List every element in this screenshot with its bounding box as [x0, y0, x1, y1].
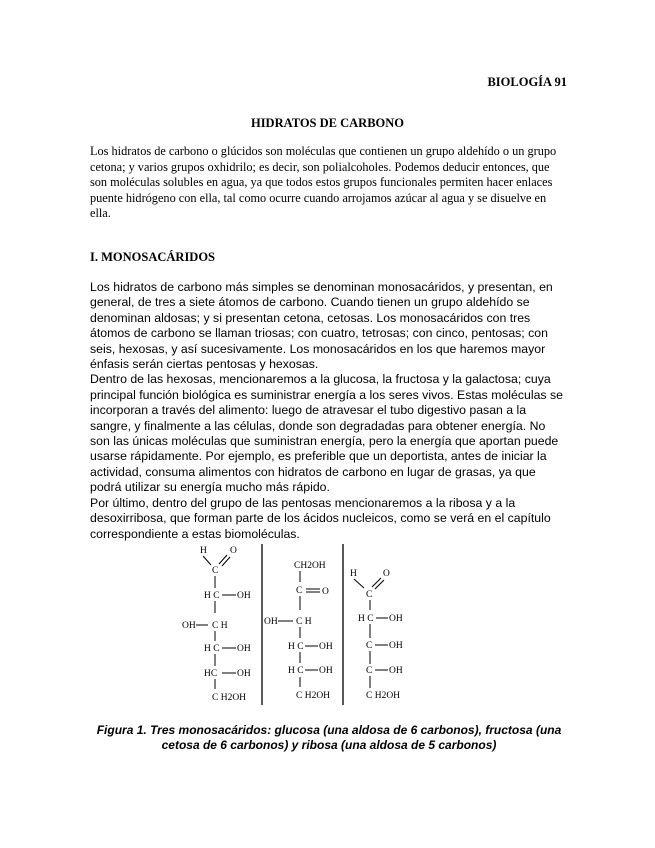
glucose-atom: O	[230, 546, 237, 556]
ribose-atom: C	[366, 666, 373, 676]
fructose-atom: C H	[296, 617, 312, 627]
monosaccharide-figure	[170, 540, 420, 710]
ribose-atom: OH	[389, 641, 403, 651]
fructose-atom: H C	[288, 642, 304, 652]
section-heading: I. MONOSACÁRIDOS	[90, 250, 216, 264]
fructose-atom: C	[296, 586, 303, 596]
glucose-atom: C H2OH	[212, 693, 247, 703]
glucose-atom: C H	[212, 621, 228, 631]
glucose-atom: OH	[237, 591, 251, 601]
section-body	[90, 280, 568, 542]
glucose-atom: H C	[204, 644, 220, 654]
ribose-atom: H	[350, 569, 357, 579]
glucose-atom: C	[212, 566, 219, 576]
ribose-structure	[350, 569, 403, 701]
glucose-atom: OH	[237, 669, 251, 679]
body-paragraph: Por último, dentro del grupo de las pentosas mencionaremos a la ribosa y a la desoxirribosa, que forman parte de los ácidos nucleicos, como se verá en el capítulo correspondiente a estas biomoléculas.	[90, 495, 551, 541]
ribose-atom: OH	[389, 666, 403, 676]
fructose-atom: OH	[264, 617, 278, 627]
figure-caption: Figura 1. Tres monosacáridos: glucosa (una aldosa de 6 carbonos), fructosa (una cetosa de 6 carbonos) y ribosa (una aldosa de 5 carbonos)	[96, 723, 562, 752]
fructose-atom: OH	[319, 642, 333, 652]
glucose-atom: HC	[204, 669, 218, 679]
ribose-atom: C	[366, 590, 373, 600]
fructose-atom: CH2OH	[294, 561, 326, 571]
body-paragraph: Los hidratos de carbono más simples se denominan monosacáridos, y presentan, en general, de tres a siete átomos de carbono. Cuando tienen un grupo aldehído se denominan aldosas; y si presentan cetona, cetosas. Los monosacáridos con tres átomos de carbono se llaman triosas; con cuatro, tetrosas; con cinco, pentosas; con seis, hexosas, y así sucesivamente. Los monosacáridos en los que haremos mayor énfasis serán ciertas pentosas y hexosas.	[90, 280, 553, 372]
fructose-atom: OH	[319, 666, 333, 676]
intro-paragraph: Los hidratos de carbono o glúcidos son moléculas que contienen un grupo aldehído o un grupo cetona; y varios grupos oxhidrilo; es decir, son polialcoholes. Podemos deducir entonces, que son moléculas solubles en agua, ya que todos estos grupos funcionales permiten hacer enlaces puente hidrógeno con ella, tal como ocurre cuando arrojamos azúcar al agua y se disuelve en ella.	[90, 144, 557, 221]
fructose-atom: H C	[288, 666, 304, 676]
body-paragraph: Dentro de las hexosas, mencionaremos a la glucosa, la fructosa y la galactosa; cuya principal función biológica es suministrar energía a los seres vivos. Estas moléculas se incorporan a través del alimento: luego de atravesar el tubo digestivo pasan a la sangre, y finalmente a las células, donde son degradadas para obtener energía. No son las únicas moléculas que suministran energía, pero la energía que aportan puede usarse rápidamente. Por ejemplo, es preferible que un deportista, antes de iniciar la actividad, consuma alimentos con hidratos de carbono en lugar de grasas, ya que podrá utilizar su energía mucho más rápido.	[90, 372, 563, 495]
ribose-atom: OH	[389, 614, 403, 624]
page-header: BIOLOGÍA 91	[487, 75, 567, 89]
glucose-structure	[182, 546, 251, 703]
glucose-atom: H	[200, 546, 207, 556]
glucose-atom: OH	[182, 621, 196, 631]
ribose-atom: H C	[358, 614, 374, 624]
glucose-atom: OH	[237, 644, 251, 654]
fructose-atom: O	[322, 587, 329, 597]
ribose-atom: O	[383, 569, 390, 579]
document-title: HIDRATOS DE CARBONO	[250, 116, 405, 130]
fructose-atom: C H2OH	[296, 691, 331, 701]
ribose-atom: C	[366, 641, 373, 651]
fructose-structure	[264, 561, 333, 701]
glucose-atom: H C	[204, 591, 220, 601]
ribose-atom: C H2OH	[366, 691, 401, 701]
